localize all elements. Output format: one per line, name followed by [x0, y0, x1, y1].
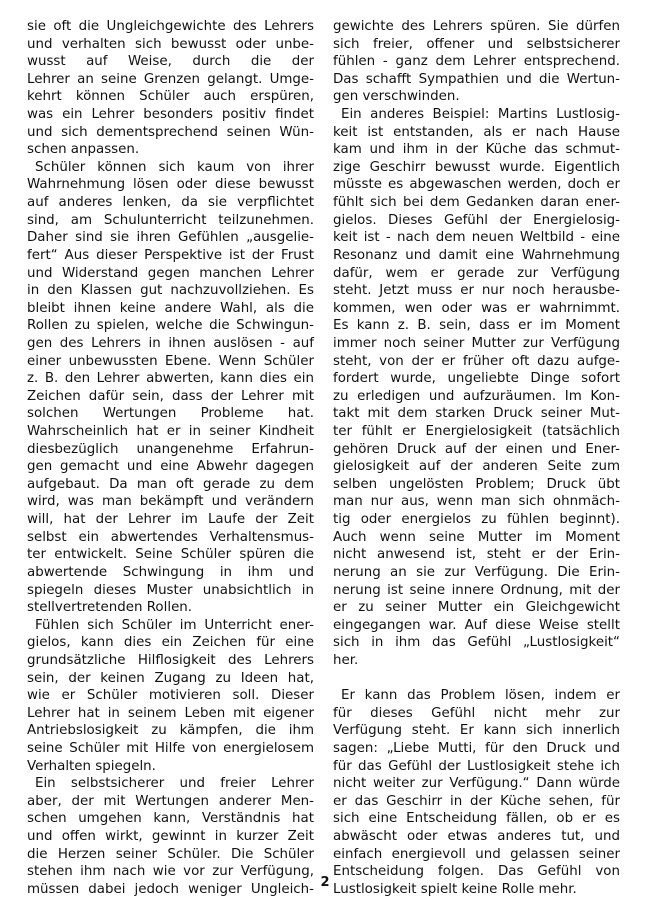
text-line: aufgebaut. Da man oft gerade zu dem	[27, 476, 314, 492]
text-line: nicht anwesend ist, steht er der Erin-	[333, 547, 620, 563]
text-line: in den Klassen gut nachzuvollziehen. Es	[27, 283, 314, 299]
text-line: gehören Druck auf der einen und Ener-	[333, 441, 620, 457]
text-line: müsste es abgewaschen werden, doch er	[333, 177, 620, 193]
text-line: gewichte des Lehrers spüren. Sie dürfen	[333, 19, 620, 34]
text-line: Lustlosigkeit spielt keine Rolle mehr.	[333, 881, 577, 897]
text-line: gielosigkeit auf der anderen Seite zum	[333, 459, 620, 475]
text-line: diesbezüglich unangenehme Erfahrun-	[27, 441, 314, 457]
text-line: grundsätzliche Hilflosigkeit des Lehrers	[27, 652, 314, 668]
text-line: schen anpassen.	[27, 142, 140, 158]
text-line: Es kann z. B. sein, dass er im Moment	[333, 318, 620, 334]
text-line: sich in ihm das Gefühl „Lustlosigkeit“	[333, 635, 620, 651]
text-line: selbst ein abwertendes Verhaltensmus-	[27, 529, 314, 545]
text-line: her.	[333, 652, 359, 668]
text-line: zige Geschirr bewusst wurde. Eigentlich	[333, 159, 620, 175]
text-line: will, hat der Lehrer im Laufe der Zeit	[27, 512, 314, 528]
text-line: immer noch seiner Mutter zur Verfügung	[333, 335, 620, 351]
text-line: wird, was man bekämpft und verändern	[27, 494, 314, 510]
text-line: spiegeln dieses Muster unabsichtlich in	[27, 582, 314, 598]
text-line: fühlt sich bei dem Gedanken daran ener-	[333, 195, 620, 211]
text-line: gielos. Dieses Gefühl der Energielosig-	[333, 212, 620, 228]
text-line: sein, der keinen Zugang zu Ideen hat,	[27, 670, 314, 686]
text-line: sie oft die Ungleichgewichte des Lehrers	[27, 19, 314, 34]
text-line: steht. Jetzt muss er nur noch herausbe-	[333, 283, 620, 299]
text-line: ter fühlt er Energielosigkeit (tatsächlich	[333, 424, 620, 440]
left-text-column	[27, 18, 314, 898]
text-line: für dieses Gefühl nicht mehr zur	[333, 705, 620, 721]
text-line: seine Schüler mit Hilfe von energielosem	[27, 740, 314, 756]
text-line: für das Gefühl der Lustlosigkeit stehe ich	[333, 758, 620, 774]
text-line: dafür, wem er gerade zur Verfügung	[333, 265, 620, 281]
text-line: Ein selbstsicherer und freier Lehrer	[35, 776, 314, 792]
right-text-column	[333, 18, 620, 898]
text-line: Fühlen sich Schüler im Unterricht ener-	[35, 617, 314, 633]
text-line: steht, von der er früher oft dazu aufge-	[333, 353, 620, 369]
text-line: wie er Schüler motivieren soll. Dieser	[27, 688, 314, 704]
text-line: zu erledigen und aufzuräumen. Im Kon-	[333, 388, 620, 404]
text-line: Er kann das Problem lösen, indem er	[341, 688, 620, 704]
text-line: sind, am Schulunterricht teilzunehmen.	[27, 212, 314, 228]
text-line: nerung ist seine innere Ordnung, mit der	[333, 582, 620, 598]
text-line: solchen Wertungen Probleme hat.	[27, 406, 314, 422]
text-line: kommen, wen oder was er wahrnimmt.	[333, 300, 620, 316]
page-number: 2	[320, 875, 330, 890]
text-line: er zu seiner Mutter ein Gleichgewicht	[333, 600, 620, 616]
text-line: kehrt können Schüler auch erspüren,	[27, 89, 314, 105]
text-line: nicht weiter zur Verfügung.“ Dann würde	[333, 776, 620, 792]
text-line: keit ist entstanden, als er nach Hause	[333, 124, 620, 140]
text-line: tig oder energielos zu fühlen beginnt).	[333, 512, 620, 528]
text-line: gielos, kann dies ein Zeichen für eine	[27, 635, 314, 651]
text-line: abwäscht oder etwas anderes tut, und	[333, 829, 620, 845]
text-line: und sich dementsprechend seinen Wün-	[27, 124, 314, 140]
paragraph-spacer	[333, 670, 620, 688]
text-line: Schüler können sich kaum von ihrer	[35, 159, 314, 175]
text-line: und verhalten sich bewusst oder unbe-	[27, 36, 314, 52]
text-line: und Widerstand gegen manchen Lehrer	[27, 265, 314, 281]
text-line: Auch wenn seine Mutter im Moment	[333, 529, 620, 545]
text-line: sich freier, offener und selbstsicherer	[333, 36, 620, 52]
text-line: schen umgehen kann, Verständnis hat	[27, 811, 314, 827]
text-line: kam und ihm in der Küche das schmut-	[333, 142, 620, 158]
text-line: takt mit dem starken Druck seiner Mut-	[333, 406, 620, 422]
text-line: Verfügung steht. Er kann sich innerlich	[333, 723, 620, 739]
text-line: gen des Lehrers in ihnen auslösen - auf	[27, 335, 314, 351]
text-line: Lehrer an seine Grenzen gelangt. Umge-	[27, 71, 314, 87]
text-line: aber, der mit Wertungen anderer Men-	[27, 793, 314, 809]
text-line: z. B. den Lehrer abwerten, kann dies ein	[27, 371, 314, 387]
text-line: stehen ihm nach wie vor zur Verfügung,	[27, 864, 314, 880]
text-line: Ein anderes Beispiel: Martins Lustlosig-	[341, 107, 620, 123]
text-line: auf anderes lenken, da sie verpflichtet	[27, 195, 314, 211]
text-line: müssen dabei jedoch weniger Ungleich-	[27, 881, 314, 897]
text-line: er das Geschirr in der Küche sehen, für	[333, 793, 620, 809]
text-line: Daher sind sie ihren Gefühlen „ausgelie-	[27, 230, 314, 246]
text-line: Das schafft Sympathien und die Wertun-	[333, 71, 620, 87]
text-line: gen gemacht und eine Abwehr dagegen	[27, 459, 314, 475]
text-line: abwertende Schwingung in ihm und	[27, 564, 314, 580]
text-line: Zeichen dafür sein, dass der Lehrer mit	[27, 388, 314, 404]
text-line: ter entwickelt. Seine Schüler spüren die	[27, 547, 314, 563]
text-line: Entscheidung folgen. Das Gefühl von	[333, 864, 620, 880]
text-line: die Herzen seiner Schüler. Die Schüler	[27, 846, 314, 862]
text-line: was ein Lehrer besonders positiv findet	[27, 107, 314, 123]
text-line: keit ist - nach dem neuen Weltbild - eine	[333, 230, 620, 246]
text-line: wusst auf Weise, durch die der	[27, 54, 314, 70]
text-line: man nur aus, wenn man sich ohnmäch-	[333, 494, 620, 510]
text-line: Wahrnehmung lösen oder diese bewusst	[27, 177, 314, 193]
text-line: stellvertretenden Rollen.	[27, 600, 193, 616]
text-line: fühlen - ganz dem Lehrer entsprechend.	[333, 54, 620, 70]
text-line: eingegangen war. Auf diese Weise stellt	[333, 617, 620, 633]
text-line: Antriebslosigkeit zu kämpfen, die ihm	[27, 723, 314, 739]
text-line: selben ungelösten Problem; Druck übt	[333, 476, 620, 492]
text-line: nerung an sie zur Verfügung. Die Erin-	[333, 564, 620, 580]
text-line: Rollen zu spielen, welche die Schwingun-	[27, 318, 314, 334]
text-line: sich eine Entscheidung fällen, ob er es	[333, 811, 620, 827]
text-line: einfach energievoll und gelassen seiner	[333, 846, 620, 862]
text-line: Wahrscheinlich hat er in seiner Kindheit	[27, 424, 314, 440]
text-line: fordert wurde, ungeliebte Dinge sofort	[333, 371, 620, 387]
text-line: fert“ Aus dieser Perspektive ist der Frust	[27, 247, 314, 263]
text-line: bleibt ihnen keine andere Wahl, als die	[27, 300, 314, 316]
text-line: sagen: „Liebe Mutti, für den Druck und	[333, 740, 620, 756]
text-line: Resonanz und damit eine Wahrnehmung	[333, 247, 620, 263]
text-line: einer unbewussten Ebene. Wenn Schüler	[27, 353, 314, 369]
text-line: gen verschwinden.	[333, 89, 460, 105]
text-line: und offen wirkt, gewinnt in kurzer Zeit	[27, 829, 314, 845]
text-line: Lehrer hat in seinem Leben mit eigener	[27, 705, 314, 721]
text-line: Verhalten spiegeln.	[27, 758, 156, 774]
